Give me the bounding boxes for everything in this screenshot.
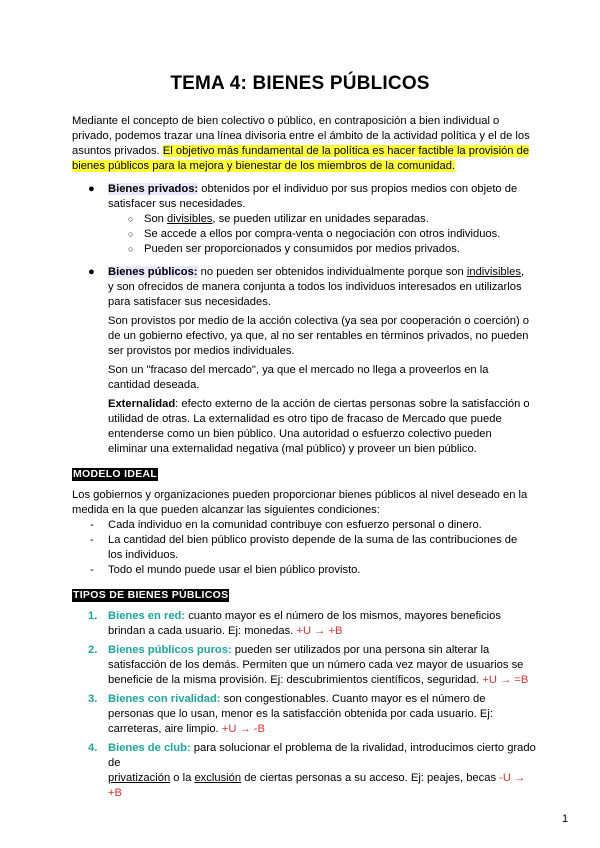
sub-text: Son: [144, 213, 168, 225]
underlined-term: exclusión: [194, 772, 242, 784]
item-text: para solucionar el problema de la rivalidad, introducimos cierto grado de: [108, 742, 536, 769]
paragraph-line: Son provistos por medio de la acción colectiva (ya sea por cooperación o coerción) o: [108, 315, 530, 327]
item-number: 4.: [88, 742, 98, 754]
page-number: 1: [562, 813, 569, 825]
item-text: carreteras, aire limpio.: [108, 723, 222, 735]
paragraph-line: ser provistos por medios individuales.: [108, 345, 295, 357]
paragraph-line: eliminar una externalidad negativa (mal público) y proveer un bien público.: [108, 443, 477, 455]
section-heading: MODELO IDEAL: [73, 468, 158, 480]
item-line: satisfacción de los demás. Permiten que un número cada vez mayor de usuarios se: [108, 659, 524, 671]
paragraph-line: utilidad de otras. La externalidad es otro tipo de fracaso de Mercado que puede: [108, 413, 502, 425]
term-label: Bienes públicos:: [108, 266, 198, 278]
numbered-item: [72, 692, 542, 737]
highlighted-text: El objetivo más fundamental de la política es hacer factible la provisión de: [162, 145, 530, 157]
item-line: [108, 771, 542, 801]
sub-line: Pueden ser proporcionados y consumidos por medios privados.: [144, 243, 460, 255]
item-number: 2.: [88, 644, 98, 656]
dash-line: La cantidad del bien público provisto depende de la suma de las contribuciones de: [108, 534, 518, 546]
dash-bullet-icon: -: [90, 564, 94, 576]
paragraph-line: [108, 397, 542, 412]
effect-label: +U → -B: [221, 723, 265, 735]
item-number: 1.: [88, 610, 98, 622]
bullet-icon: ●: [88, 266, 95, 278]
intro-line: [72, 144, 542, 159]
section-heading: TIPOS DE BIENES PÚBLICOS: [73, 589, 229, 601]
sub-line: [144, 212, 542, 227]
bienes-privados-section: [72, 182, 542, 257]
bullet-line: para satisfacer sus necesidades.: [108, 296, 271, 308]
paragraph-line: Son un "fracaso del mercado", ya que el mercado no llega a proveerlos en la: [108, 364, 489, 376]
dash-line: Cada individuo en la comunidad contribuye con esfuerzo personal o dinero.: [108, 519, 482, 531]
intro-line: Mediante el concepto de bien colectivo o público, en contraposición a bien individual o: [72, 115, 500, 127]
sub-line: Se accede a ellos por compra-venta o negociación con otros individuos.: [144, 228, 501, 240]
underlined-term: privatización: [108, 772, 171, 784]
item-line: [108, 692, 542, 707]
sub-item: [72, 227, 542, 242]
item-text: o la: [170, 772, 195, 784]
intro-paragraph: [72, 114, 542, 174]
underlined-term: divisibles: [167, 213, 213, 225]
highlighted-text: bienes públicos para la mejora y bienestar de los miembros de la comunidad.: [72, 160, 456, 172]
dash-bullet-icon: -: [90, 519, 94, 531]
circle-bullet-icon: ○: [128, 214, 134, 224]
sub-item: [72, 212, 542, 227]
item-text: cuanto mayor es el número de los mismos, mayores beneficios: [185, 610, 501, 622]
bullet-line: [108, 182, 542, 197]
numbered-item: [72, 609, 542, 639]
item-number: 3.: [88, 693, 98, 705]
numbered-item: [72, 741, 542, 801]
bullet-line: satisfacer sus necesidades.: [108, 198, 246, 210]
dash-item: [72, 533, 542, 563]
intro-line: privado, podemos trazar una línea divisoria entre el ámbito de la actividad política y el de los: [72, 130, 530, 142]
circle-bullet-icon: ○: [128, 244, 134, 254]
term-label: Bienes privados:: [108, 183, 199, 195]
modelo-ideal-section: [72, 467, 542, 578]
bullet-line: y son ofrecidos de manera conjunta a todos los individuos interesados en utilizarlos: [108, 281, 522, 293]
item-text: pueden ser utilizados por una persona sin alterar la: [231, 644, 490, 656]
term-label: Bienes con rivalidad:: [108, 693, 221, 705]
numbered-item: [72, 643, 542, 688]
bullet-icon: ●: [88, 183, 95, 195]
underlined-term: indivisibles: [466, 266, 521, 278]
item-line: [108, 741, 542, 771]
tipos-section: [72, 588, 542, 801]
term-label: Externalidad: [108, 398, 176, 410]
bullet-item: [72, 182, 542, 212]
dash-bullet-icon: -: [90, 534, 94, 546]
item-line: [108, 722, 542, 737]
intro-text: asuntos privados.: [72, 145, 163, 157]
item-text: son congestionables. Cuanto mayor es el número de: [220, 693, 486, 705]
bienes-publicos-section: [72, 265, 542, 457]
bullet-item: [72, 265, 542, 457]
item-text: brindan a cada usuario. Ej: monedas.: [108, 625, 297, 637]
bullet-line: [108, 265, 542, 280]
paragraph-line: medida en la que pueden alcanzar las siguientes condiciones:: [72, 504, 380, 516]
effect-label: +U → =B: [482, 674, 529, 686]
item-line: [108, 609, 542, 624]
bullet-text: obtenidos por el individuo por sus propios medios con objeto de: [198, 183, 518, 195]
effect-label: +U → +B: [296, 625, 343, 637]
paragraph-line: cantidad deseada.: [108, 379, 200, 391]
dash-item: [72, 518, 542, 533]
sub-text: , se pueden utilizar en unidades separadas.: [212, 213, 429, 225]
dash-line: los individuos.: [108, 549, 179, 561]
item-line: [108, 624, 542, 639]
effect-label: -U → +B: [108, 772, 526, 799]
paragraph-line: de un gobierno efectivo, ya que, al no ser rentables en términos privados, no pueden: [108, 330, 529, 342]
item-line: personas que lo usan, menor es la satisfacción obtenida por cada usuario. Ej:: [108, 708, 493, 720]
paragraph-line: Los gobiernos y organizaciones pueden proporcionar bienes públicos al nivel deseado en la: [72, 489, 528, 501]
sub-item: [72, 242, 542, 257]
bullet-text: ,: [520, 266, 525, 278]
bullet-text: no pueden ser obtenidos individualmente porque son: [197, 266, 467, 278]
dash-item: [72, 563, 542, 578]
item-line: [108, 673, 542, 688]
dash-line: Todo el mundo puede usar el bien público provisto.: [108, 564, 361, 576]
item-text: de ciertas personas a su acceso. Ej: peajes, becas: [241, 772, 500, 784]
term-label: Bienes en red:: [108, 610, 186, 622]
item-text: beneficie de la misma provisión. Ej: descubrimientos científicos, seguridad.: [108, 674, 483, 686]
intro-line: [72, 159, 542, 174]
circle-bullet-icon: ○: [128, 229, 134, 239]
page-title: TEMA 4: BIENES PÚBLICOS: [170, 73, 430, 94]
paragraph-line: entenderse como un bien público. Una autoridad o esfuerzo colectivo pueden: [108, 428, 492, 440]
term-label: Bienes públicos puros:: [108, 644, 232, 656]
item-line: [108, 643, 542, 658]
term-label: Bienes de club:: [108, 742, 191, 754]
paragraph-text: : efecto externo de la acción de ciertas personas sobre la satisfacción o: [175, 398, 530, 410]
